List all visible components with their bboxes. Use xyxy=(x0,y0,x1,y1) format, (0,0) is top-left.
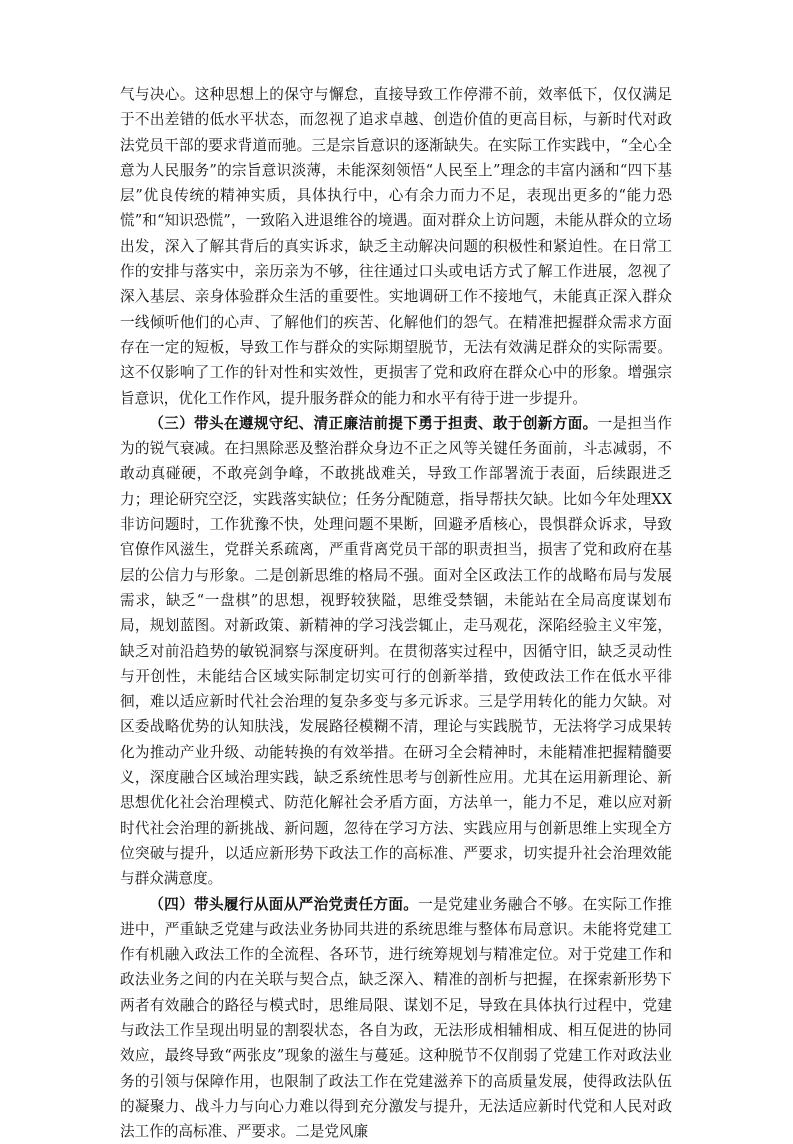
section-3-body: 一是担当作为的锐气衰减。在扫黑除恶及整治群众身边不正之风等关键任务面前，斗志减弱，不敢动真碰硬，不敢亮剑争峰，不敢挑战难关，导致工作部署流于表面，后续跟进乏力；理论研究空泛，实践落实缺位；任务分配随意，指导帮扶欠缺。比如今年处理XX非访问题时，工作犹豫不快，处理问题不果断，回避矛盾核心，畏惧群众诉求，导致官僚作风滋生，党群关系疏离，严重背离党员干部的职责担当，损害了党和政府在基层的公信力与形象。二是创新思维的格局不强。面对全区政法工作的战略布局与发展需求，缺乏“一盘棋”的思想，视野较狭隘，思维受禁锢，未能站在全局高度谋划布局，规划蓝图。对新政策、新精神的学习浅尝辄止，走马观花，深陷经验主义牢笼，缺乏对前沿趋势的敏锐洞察与深度研判。在贯彻落实过程中，因循守旧，缺乏灵动性与开创性，未能结合区域实际制定切实可行的创新举措，致使政法工作在低水平徘徊，难以适应新时代社会治理的复杂多变与多元诉求。三是学用转化的能力欠缺。对区委战略优势的认知肤浅，发展路径模糊不清，理论与实践脱节，无法将学习成果转化为推动产业升级、动能转换的有效举措。在研习全会精神时，未能精准把握精髓要义，深度融合区域治理实践，缺乏系统性思考与创新性应用。尤其在运用新理论、新思想优化社会治理模式、防范化解社会矛盾方面，方法单一，能力不足，难以应对新时代社会治理的新挑战、新问题，忽待在学习方法、实践应用与创新思维上实现全方位突破与提升，以适应新形势下政法工作的高标准、严要求，切实提升社会治理效能与群众满意度。 xyxy=(120,415,672,887)
paragraph-continuation: 气与决心。这种思想上的保守与懈怠，直接导致工作停滞不前，效率低下，仅仅满足于不出差错的低水平状态，而忽视了追求卓越、创造价值的更高目标，与新时代对政法党员干部的要求背道而驰。三是宗旨意识的逐渐缺失。在实际工作实践中，“全心全意为人民服务”的宗旨意识淡薄，未能深刻领悟“人民至上”理念的丰富内涵和“四下基层”优良传统的精神实质，具体执行中，心有余力而力不足，表现出更多的“能力恐慌”和“知识恐慌”，一致陷入进退维谷的境遇。面对群众上访问题，未能从群众的立场出发，深入了解其背后的真实诉求，缺乏主动解决问题的积极性和紧迫性。在日常工作的安排与落实中，亲历亲为不够，往往通过口头或电话方式了解工作进展，忽视了深入基层、亲身体验群众生活的重要性。实地调研工作不接地气，未能真正深入群众一线倾听他们的心声、了解他们的疾苦、化解他们的怨气。在精准把握群众需求方面存在一定的短板，导致工作与群众的实际期望脱节，无法有效满足群众的实际需要。这不仅影响了工作的针对性和实效性，更损害了党和政府在群众心中的形象。增强宗旨意识，优化工作作风，提升服务群众的能力和水平有待于进一步提升。 xyxy=(120,82,672,411)
section-3-heading: （三）带头在遵规守纪、清正廉洁前提下勇于担责、敢于创新方面。 xyxy=(149,415,597,432)
section-4-body: 一是党建业务融合不够。在实际工作推进中，严重缺乏党建与政法业务协同共进的系统思维与整体布局意识。未能将党建工作有机融入政法工作的全流程、各环节，进行统筹规划与精准定位。对于党建工作和政法业务之间的内在关联与契合点，缺乏深入、精准的剖析与把握，在探索新形势下两者有效融合的路径与模式时，思维局限、谋划不足，导致在具体执行过程中，党建与政法工作呈现出明显的割裂状态，各自为政，无法形成相辅相成、相互促进的协同效应，最终导致“两张皮”现象的滋生与蔓延。这种脱节不仅削弱了党建工作对政法业务的引领与保障作用，也限制了政法工作在党建滋养下的高质量发展，使得政法队伍的凝聚力、战斗力与向心力难以得到充分激发与提升，无法适应新时代党和人民对政法工作的高标准、严要求。二是党风廉 xyxy=(120,896,672,1141)
paragraph-section-4 xyxy=(120,892,672,1144)
section-4-heading: （四）带头履行从面从严治党责任方面。 xyxy=(149,896,418,913)
paragraph-section-3 xyxy=(120,411,672,892)
document-page xyxy=(120,82,672,1144)
